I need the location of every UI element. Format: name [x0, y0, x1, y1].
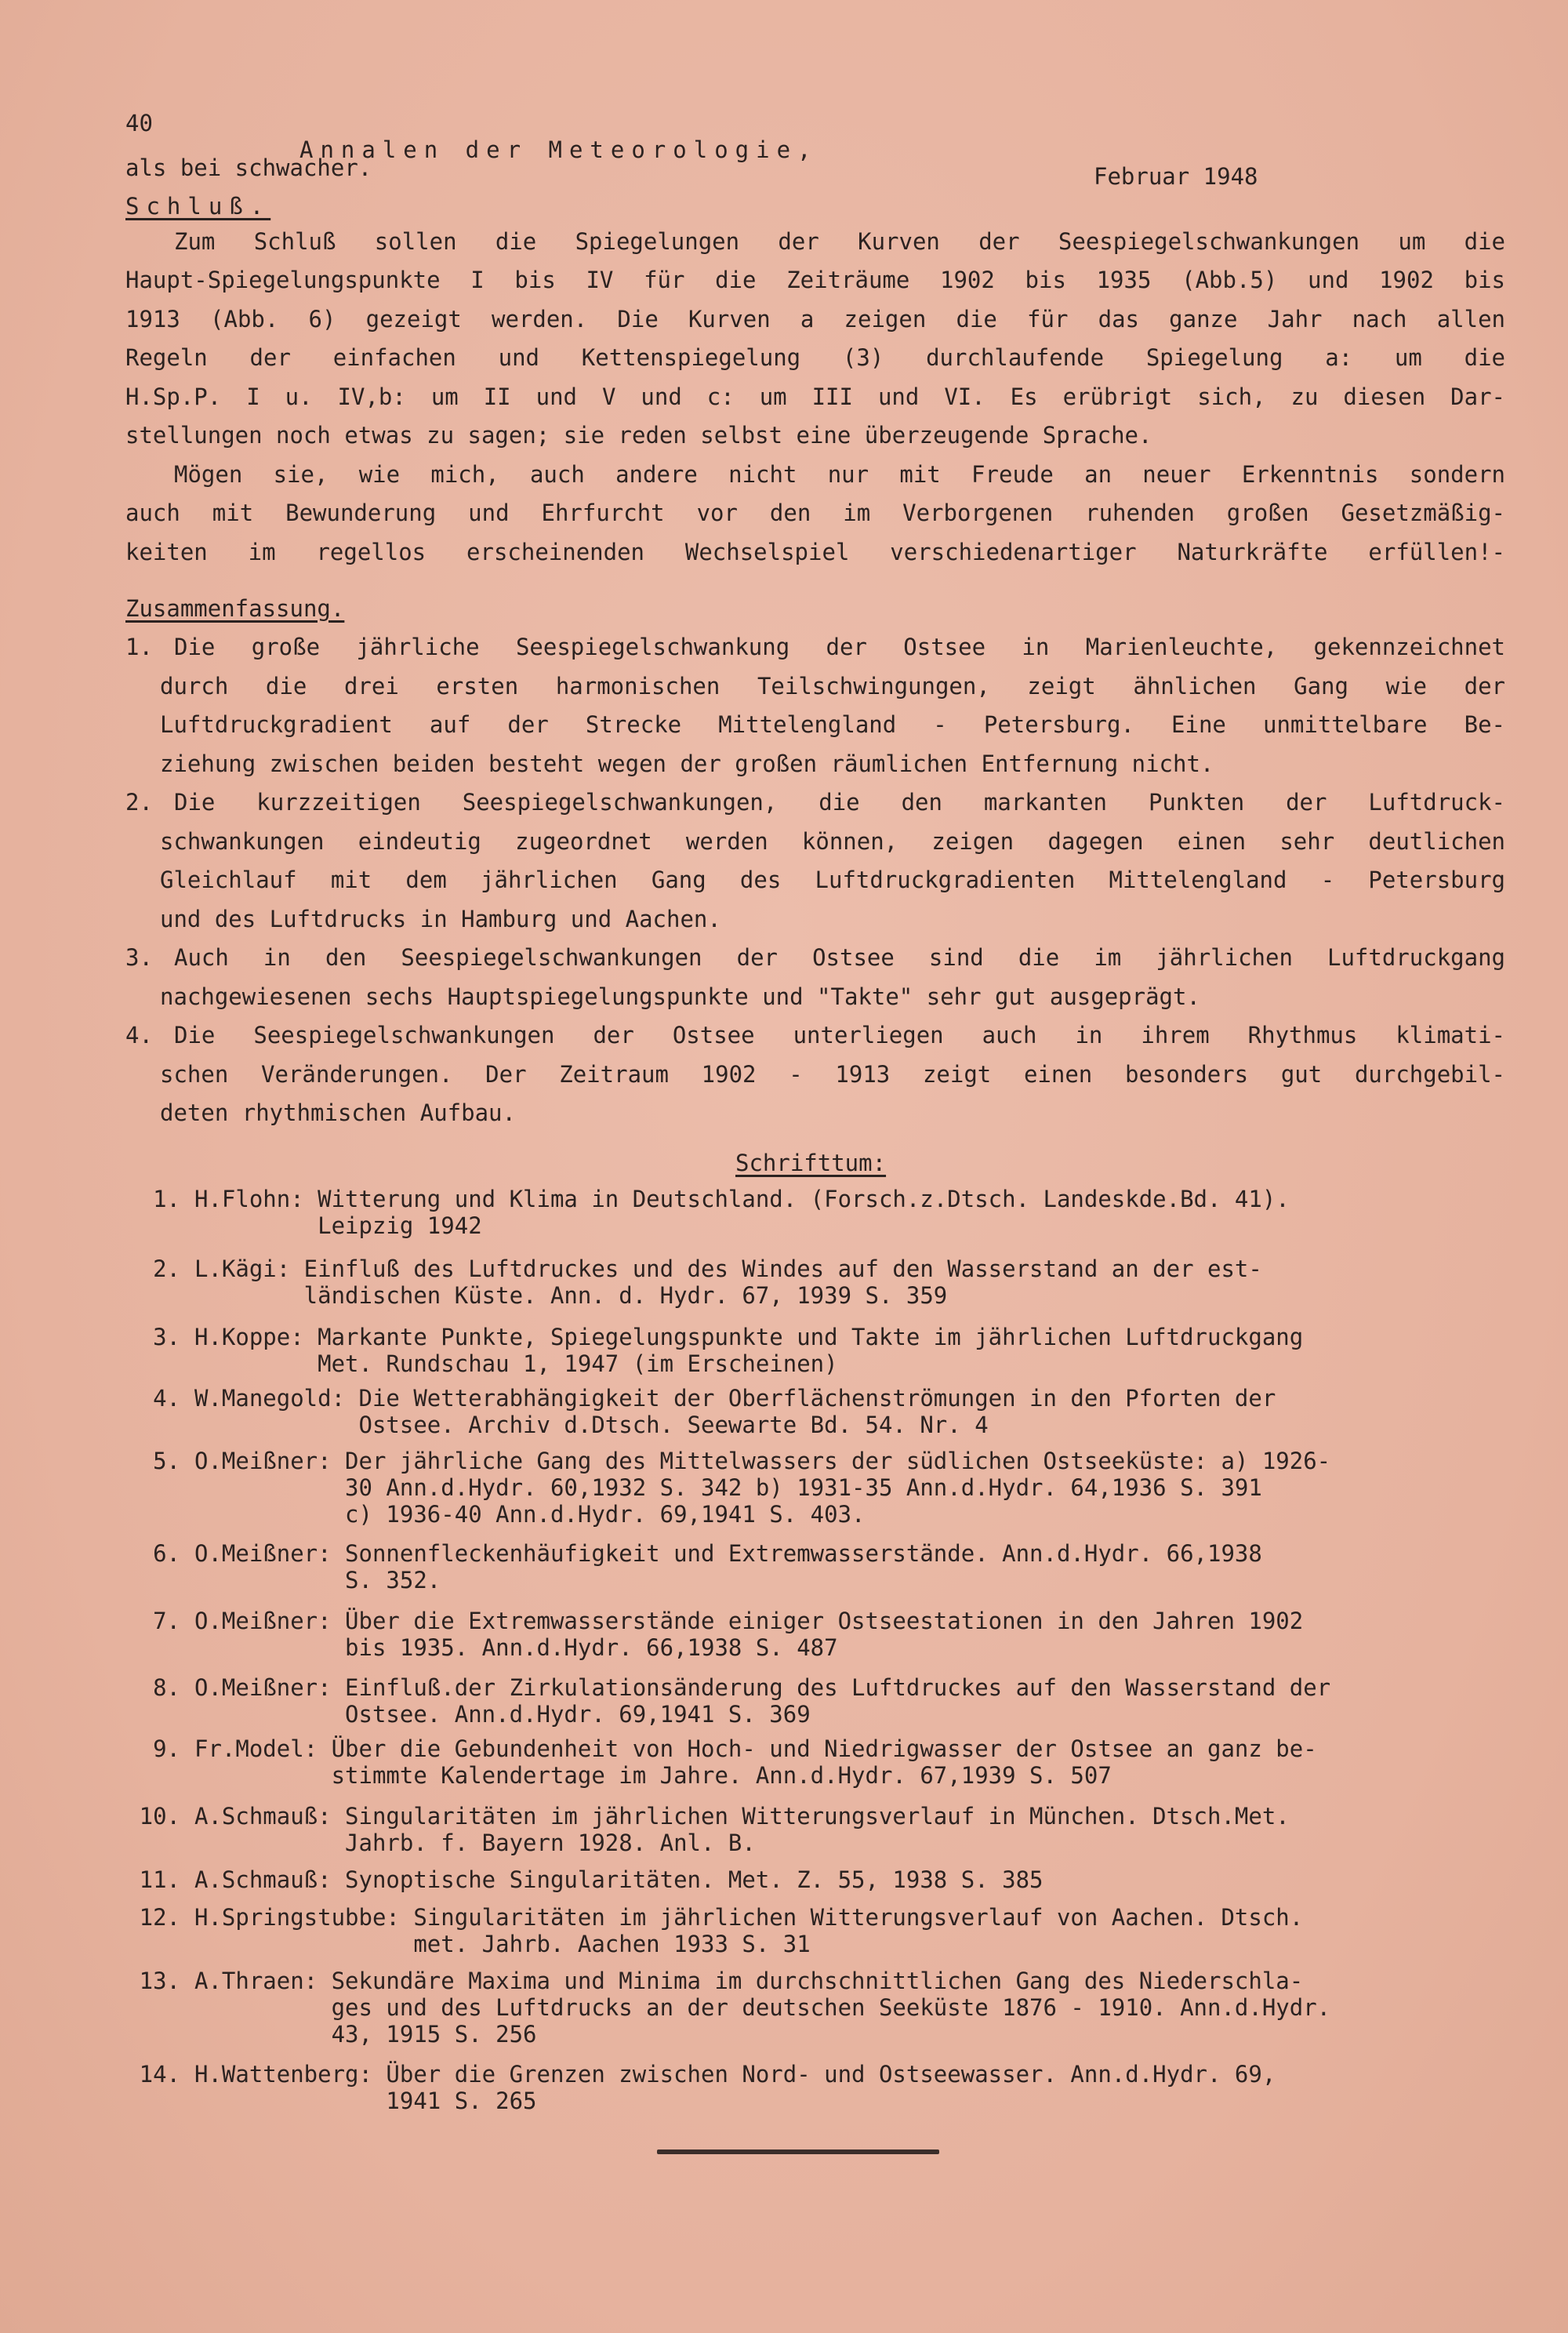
reference-line: 43, 1915 S. 256 — [194, 2021, 537, 2048]
schluss-line: auch mit Bewunderung und Ehrfurcht vor den im Verborgenen ruhenden großen Gesetzmäßig- — [125, 500, 1505, 526]
reference-line: H.Flohn: Witterung und Klima in Deutschland. (Forsch.z.Dtsch. Landeskde.Bd. 41). — [194, 1186, 1290, 1212]
reference-number: 11. — [139, 1866, 180, 1893]
reference-number: 5. — [153, 1448, 180, 1474]
schrifttum-heading: Schrifttum: — [735, 1150, 887, 1176]
summary-line: schwankungen eindeutig zugeordnet werden können, zeigen dagegen einen sehr deutlichen — [160, 828, 1505, 855]
summary-line: ziehung zwischen beiden besteht wegen der großen räumlichen Entfernung nicht. — [160, 750, 1214, 777]
zusammenfassung-heading: Zusammenfassung. — [125, 595, 345, 622]
summary-line: durch die drei ersten harmonischen Teilschwingungen, zeigt ähnlichen Gang wie der — [160, 673, 1505, 700]
reference-line: Ostsee. Ann.d.Hydr. 69,1941 S. 369 — [194, 1701, 811, 1728]
schluss-line: 1913 (Abb. 6) gezeigt werden. Die Kurven a zeigen die für das ganze Jahr nach allen — [125, 306, 1505, 333]
schluss-line: Zum Schluß sollen die Spiegelungen der Kurven der Seespiegelschwankungen um die — [174, 228, 1505, 255]
reference-line: O.Meißner: Einfluß.der Zirkulationsänderung des Luftdruckes auf den Wasserstand der — [194, 1674, 1331, 1701]
closing-rule — [657, 2149, 939, 2154]
summary-line: schen Veränderungen. Der Zeitraum 1902 - 1913 zeigt einen besonders gut durchgebil- — [160, 1061, 1505, 1088]
summary-line: deten rhythmischen Aufbau. — [160, 1099, 516, 1126]
reference-number: 13. — [139, 1968, 180, 1994]
reference-number: 10. — [139, 1803, 180, 1830]
summary-item-number: 2. — [125, 789, 153, 816]
reference-number: 8. — [153, 1674, 180, 1701]
reference-number: 2. — [153, 1256, 180, 1282]
reference-line: A.Schmauß: Synoptische Singularitäten. Met. Z. 55, 1938 S. 385 — [194, 1866, 1044, 1893]
reference-number: 12. — [139, 1904, 180, 1931]
summary-line: Auch in den Seespiegelschwankungen der Ostsee sind die im jährlichen Luftdruckgang — [174, 944, 1505, 971]
reference-line: c) 1936-40 Ann.d.Hydr. 69,1941 S. 403. — [194, 1501, 866, 1528]
reference-line: W.Manegold: Die Wetterabhängigkeit der Oberflächenströmungen in den Pforten der — [194, 1385, 1276, 1412]
summary-line: und des Luftdrucks in Hamburg und Aachen. — [160, 906, 721, 932]
summary-line: Gleichlauf mit dem jährlichen Gang des Luftdruckgradienten Mittelengland - Petersburg — [160, 867, 1505, 893]
reference-line: Leipzig 1942 — [194, 1212, 482, 1239]
schluss-line: H.Sp.P. I u. IV,b: um II und V und c: um III und VI. Es erübrigt sich, zu diesen Dar- — [125, 383, 1505, 410]
reference-line: H.Springstubbe: Singularitäten im jährlichen Witterungsverlauf von Aachen. Dtsch. — [194, 1904, 1304, 1931]
reference-line: O.Meißner: Über die Extremwasserstände einiger Ostseestationen in den Jahren 1902 — [194, 1608, 1304, 1634]
summary-item-number: 4. — [125, 1022, 153, 1048]
reference-line: A.Thraen: Sekundäre Maxima und Minima im durchschnittlichen Gang des Niederschla- — [194, 1968, 1304, 1994]
reference-number: 6. — [153, 1540, 180, 1567]
reference-line: 30 Ann.d.Hydr. 60,1932 S. 342 b) 1931-35 Ann.d.Hydr. 64,1936 S. 391 — [194, 1474, 1262, 1501]
reference-line: A.Schmauß: Singularitäten im jährlichen Witterungsverlauf in München. Dtsch.Met. — [194, 1803, 1290, 1830]
page-number: 40 — [125, 110, 153, 136]
running-header — [125, 83, 1301, 216]
schluss-heading: Schluß. — [125, 193, 271, 220]
journal-title: Annalen der Meteorologie, — [299, 136, 818, 163]
reference-line: Fr.Model: Über die Gebundenheit von Hoch- und Niedrigwasser der Ostsee an ganz be- — [194, 1735, 1317, 1762]
summary-line: nachgewiesenen sechs Hauptspiegelungspunkte und "Takte" sehr gut ausgeprägt. — [160, 983, 1200, 1010]
reference-number: 9. — [153, 1735, 180, 1762]
reference-line: O.Meißner: Sonnenfleckenhäufigkeit und Extremwasserstände. Ann.d.Hydr. 66,1938 — [194, 1540, 1262, 1567]
summary-item-number: 3. — [125, 944, 153, 971]
reference-line: L.Kägi: Einfluß des Luftdruckes und des Windes auf den Wasserstand an der est- — [194, 1256, 1262, 1282]
reference-line: Jahrb. f. Bayern 1928. Anl. B. — [194, 1830, 756, 1856]
summary-line: Die kurzzeitigen Seespiegelschwankungen, die den markanten Punkten der Luftdruck- — [174, 789, 1505, 816]
schluss-line: Regeln der einfachen und Kettenspiegelung (3) durchlaufende Spiegelung a: um die — [125, 344, 1505, 371]
reference-line: ges und des Luftdrucks an der deutschen Seeküste 1876 - 1910. Ann.d.Hydr. — [194, 1994, 1331, 2021]
reference-line: 1941 S. 265 — [194, 2088, 537, 2114]
summary-line: Die Seespiegelschwankungen der Ostsee unterliegen auch in ihrem Rhythmus klimati- — [174, 1022, 1505, 1048]
reference-number: 4. — [153, 1385, 180, 1412]
reference-line: stimmte Kalendertage im Jahre. Ann.d.Hydr. 67,1939 S. 507 — [194, 1762, 1112, 1789]
reference-line: Met. Rundschau 1, 1947 (im Erscheinen) — [194, 1350, 838, 1377]
reference-line: ländischen Küste. Ann. d. Hydr. 67, 1939 S. 359 — [194, 1282, 948, 1309]
reference-number: 3. — [153, 1324, 180, 1350]
reference-number: 14. — [139, 2061, 180, 2088]
reference-line: H.Wattenberg: Über die Grenzen zwischen Nord- und Ostseewasser. Ann.d.Hydr. 69, — [194, 2061, 1276, 2088]
summary-line: Die große jährliche Seespiegelschwankung der Ostsee in Marienleuchte, gekennzeichnet — [174, 634, 1505, 660]
reference-line: H.Koppe: Markante Punkte, Spiegelungspunkte und Takte im jährlichen Luftdruckgang — [194, 1324, 1304, 1350]
reference-number: 1. — [153, 1186, 180, 1212]
reference-number: 7. — [153, 1608, 180, 1634]
reference-line: S. 352. — [194, 1567, 441, 1593]
continuation-line: als bei schwacher. — [125, 154, 372, 181]
schluss-line: keiten im regellos erscheinenden Wechselspiel verschiedenartiger Naturkräfte erfüllen!- — [125, 539, 1505, 565]
schluss-line: Mögen sie, wie mich, auch andere nicht nur mit Freude an neuer Erkenntnis sondern — [174, 461, 1505, 488]
summary-item-number: 1. — [125, 634, 153, 660]
issue-date: Februar 1948 — [1094, 163, 1258, 190]
reference-line: Ostsee. Archiv d.Dtsch. Seewarte Bd. 54. Nr. 4 — [194, 1412, 989, 1438]
schluss-line: stellungen noch etwas zu sagen; sie reden selbst eine überzeugende Sprache. — [125, 422, 1152, 449]
reference-line: met. Jahrb. Aachen 1933 S. 31 — [194, 1931, 811, 1957]
reference-line: O.Meißner: Der jährliche Gang des Mittelwassers der südlichen Ostseeküste: a) 1926- — [194, 1448, 1331, 1474]
reference-line: bis 1935. Ann.d.Hydr. 66,1938 S. 487 — [194, 1634, 838, 1661]
schluss-line: Haupt-Spiegelungspunkte I bis IV für die Zeiträume 1902 bis 1935 (Abb.5) und 1902 bis — [125, 267, 1505, 293]
summary-line: Luftdruckgradient auf der Strecke Mittelengland - Petersburg. Eine unmittelbare Be- — [160, 711, 1505, 738]
